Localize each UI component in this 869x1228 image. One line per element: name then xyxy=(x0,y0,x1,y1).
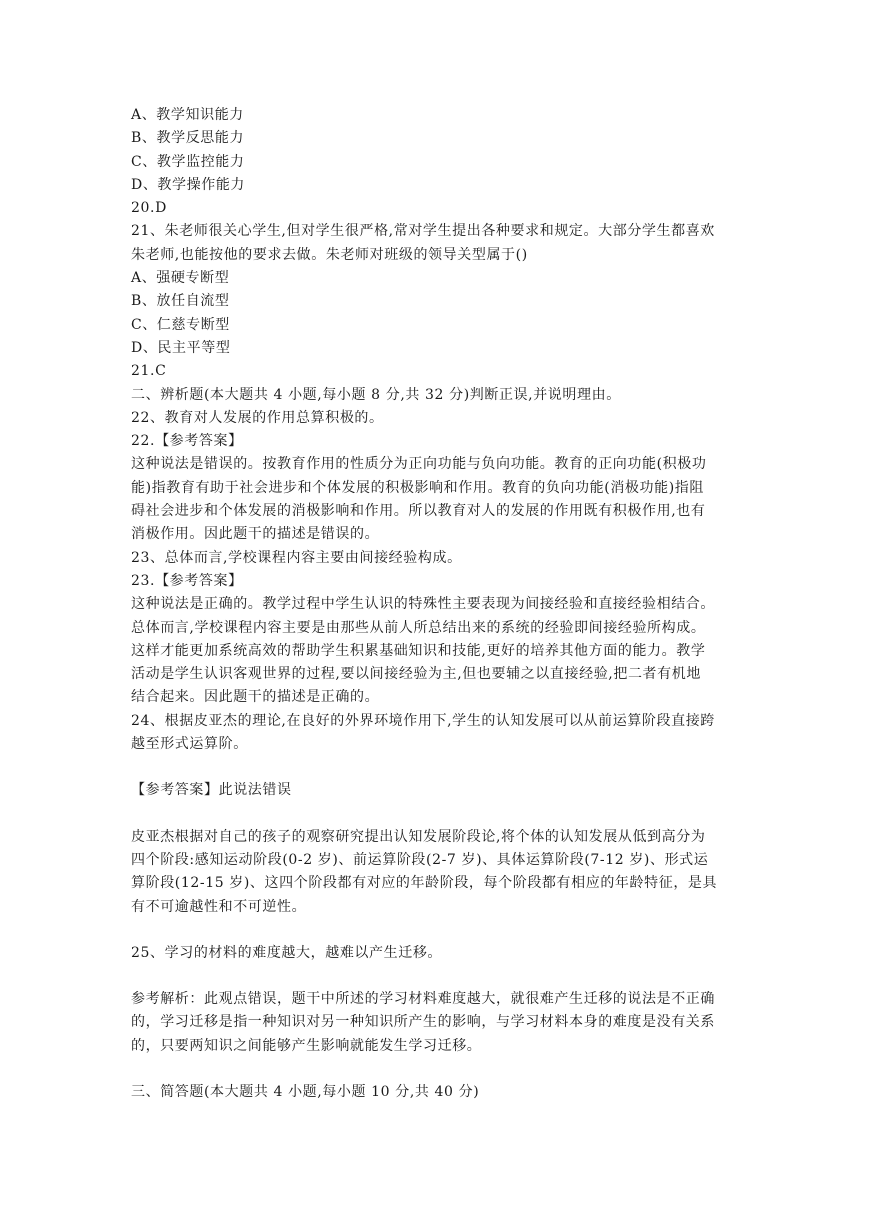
document-page xyxy=(131,104,741,1104)
option-d: D、教学操作能力 xyxy=(131,176,246,193)
option-b: B、放任自流型 xyxy=(131,293,230,310)
question-23: 23、总体而言,学校课程内容主要由间接经验构成。 xyxy=(131,549,462,566)
question-22: 22、教育对人发展的作用总算积极的。 xyxy=(131,409,384,426)
question-24-line-1: 24、根据皮亚杰的理论,在良好的外界环境作用下,学生的认知发展可以从前运算阶段直接跨 xyxy=(131,712,715,729)
option-a: A、强硬专断型 xyxy=(131,270,230,287)
piaget-line: 四个阶段:感知运动阶段(0-2 岁)、前运算阶段(2-7 岁)、具体运算阶段(7-12 岁)、形式运 xyxy=(131,851,709,868)
analysis-paragraph xyxy=(131,988,741,1058)
answer-23-text-line: 结合起来。因此题干的描述是正确的。 xyxy=(131,689,380,706)
piaget-line: 算阶段(12-15 岁)、这四个阶段都有对应的年龄阶段，每个阶段都有相应的年龄特征，是具 xyxy=(131,875,718,892)
option-a: A、教学知识能力 xyxy=(131,107,244,123)
question-21-line-1: 21、朱老师很关心学生,但对学生很严格,常对学生提出各种要求和规定。大部分学生都喜欢 xyxy=(131,223,715,240)
answer-22-text-line: 能)指教育有助于社会进步和个体发展的积极影响和作用。教育的负向功能(消极功能)指阻 xyxy=(131,479,704,496)
option-d: D、民主平等型 xyxy=(131,339,231,356)
answer-23-text-line: 总体而言,学校课程内容主要是由那些从前人所总结出来的系统的经验即间接经验所构成。 xyxy=(131,619,706,636)
answer-21: 21.C xyxy=(131,363,167,380)
answer-23-text-line: 这种说法是正确的。教学过程中学生认识的特殊性主要表现为间接经验和直接经验相结合。 xyxy=(131,596,715,613)
analysis-line: 的，只要两知识之间能够产生影响就能发生学习迁移。 xyxy=(131,1037,482,1054)
question-24-line-2: 越至形式运算阶。 xyxy=(131,736,248,753)
answer-24: 【参考答案】此说法错误 xyxy=(131,782,292,799)
analysis-line: 参考解析：此观点错误，题干中所述的学习材料难度越大，就很难产生迁移的说法是不正确 xyxy=(131,991,715,1008)
answer-22-text-line: 这种说法是错误的。按教育作用的性质分为正向功能与负向功能。教育的正向功能(积极功 xyxy=(131,456,707,473)
answer-22-label: 22.【参考答案】 xyxy=(131,433,243,450)
piaget-paragraph xyxy=(131,826,741,919)
option-b: B、教学反思能力 xyxy=(131,130,245,147)
document-body-lines xyxy=(131,104,741,756)
section-3-heading: 三、简答题(本大题共 4 小题,每小题 10 分,共 40 分) xyxy=(131,1083,480,1100)
piaget-line: 有不可逾越性和不可逆性。 xyxy=(131,898,307,915)
answer-22-text-line: 消极作用。因此题干的描述是错误的。 xyxy=(131,526,380,543)
question-25: 25、学习的材料的难度越大，越难以产生迁移。 xyxy=(131,944,443,961)
analysis-line: 的，学习迁移是指一种知识对另一种知识所产生的影响，与学习材料本身的难度是没有关系 xyxy=(131,1014,715,1031)
option-c: C、教学监控能力 xyxy=(131,153,245,170)
answer-23-text-line: 这样才能更加系统高效的帮助学生积累基础知识和技能,更好的培养其他方面的能力。教学 xyxy=(131,642,706,659)
answer-23-label: 23.【参考答案】 xyxy=(131,572,243,589)
question-21-line-2: 朱老师,也能按他的要求去做。朱老师对班级的领导关型属于() xyxy=(131,246,528,263)
option-c: C、仁慈专断型 xyxy=(131,316,230,333)
answer-20: 20.D xyxy=(131,200,167,217)
piaget-line: 皮亚杰根据对自己的孩子的观察研究提出认知发展阶段论,将个体的认知发展从低到高分为 xyxy=(131,828,706,845)
answer-22-text-line: 碍社会进步和个体发展的消极影响和作用。所以教育对人的发展的作用既有积极作用,也有 xyxy=(131,503,706,520)
section-2-heading: 二、辨析题(本大题共 4 小题,每小题 8 分,共 32 分)判断正误,并说明理由。 xyxy=(131,386,621,403)
answer-23-text-line: 活动是学生认识客观世界的过程,要以间接经验为主,但也要辅之以直接经验,把二者有机地 xyxy=(131,666,701,683)
